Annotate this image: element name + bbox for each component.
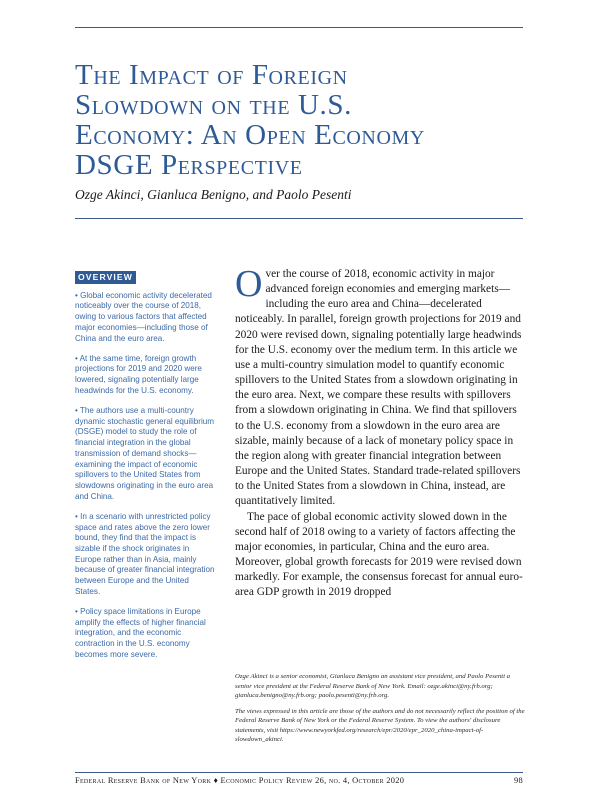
top-rule bbox=[75, 27, 523, 28]
body-paragraph-1 bbox=[235, 263, 525, 510]
footnote-disclaimer: The views expressed in this article are those of the authors and do not necessarily reflect the position of the Federal Reserve Bank of New York or the Federal Reserve System. To view the authors' disclosure statements, visit https://www.newyorkfed.org/research/epr/2020/epr_2020_china-impact-of-slowdown_akinci. bbox=[235, 707, 525, 743]
journal-citation: Federal Reserve Bank of New York ♦ Economic Policy Review 26, no. 4, October 2020 bbox=[75, 776, 405, 785]
body-paragraph-2: The pace of global economic activity slowed down in the second half of 2018 owing to a variety of factors affecting the major economies, in particular, China and the euro area. Moreover, global growth forecasts for 2019 were revised down markedly. For example, the consensus forecast for annual euro-area GDP growth in 2019 dropped bbox=[235, 510, 523, 599]
authors: Ozge Akinci, Gianluca Benigno, and Paolo Pesenti bbox=[75, 187, 352, 202]
title-line: DSGE Perspective bbox=[75, 149, 303, 181]
main-text bbox=[235, 263, 525, 600]
divider-rule bbox=[75, 218, 523, 219]
footnote-affiliation: Ozge Akinci is a senior economist, Gianluca Benigno an assistant vice president, and Paolo Pesenti a senior vice president at the Federal Reserve Bank of New York. Email: ozge.akinci@ny.frb.org; gianluca.benigno@ny.frb.org; paolo.pesenti@ny.frb.org. bbox=[235, 673, 511, 699]
overview-item: • At the same time, foreign growth projections for 2019 and 2020 were lowered, signaling potentially large headwinds for the U.S. economy. bbox=[75, 353, 202, 395]
overview-item: • Global economic activity decelerated noticeably over the course of 2018, owing to various factors that affected major economies—including those of China and the euro area. bbox=[75, 290, 212, 343]
title-line: Economy: An Open Economy bbox=[75, 119, 425, 151]
author-footnote bbox=[235, 672, 525, 751]
overview-label: OVERVIEW bbox=[75, 271, 136, 284]
overview-item: • Policy space limitations in Europe amplify the effects of higher financial integration, and the economic contraction in the U.S. economy becomes more severe. bbox=[75, 606, 206, 659]
paragraph-text: ver the course of 2018, economic activity in major advanced foreign economies and emerging markets—including the euro area and China—decelerated noticeably. In parallel, foreign growth projections for 2019 and 2020 were revised down, signaling potentially large headwinds for the U.S. economy over the medium term. In this article we use a multi-country simulation model to quantify economic spillovers to the United States from a slowdown originating in the euro area. Next, we compare these results with spillovers from a slowdown originating in China. We find that spillovers to the U.S. economy from a slowdown in the euro area are sizable, mainly because of a lack of monetary policy space in the region along with greater financial integration between Europe and the United States. Standard trade-related spillovers to the United States from a slowdown in China, instead, are quantitatively limited. bbox=[235, 268, 522, 508]
page-number: 98 bbox=[514, 776, 523, 785]
bottom-rule bbox=[75, 772, 523, 773]
overview-item: • In a scenario with unrestricted policy space and rates above the zero lower bound, they find that the impact is sizable if the shock originates in Europe rather than in Asia, mainly because of greater financial integration between Europe and the United States. bbox=[75, 511, 215, 596]
title-line: The Impact of Foreign bbox=[75, 59, 348, 91]
overview-sidebar bbox=[75, 271, 215, 670]
title-line: Slowdown on the U.S. bbox=[75, 89, 352, 121]
overview-item: • The authors use a multi-country dynamic stochastic general equilibrium (DSGE) model to study the role of financial integration in the global transmission of demand shocks—examining the impact of economic spillovers to the United States from slowdowns originating in the euro area and China. bbox=[75, 406, 215, 501]
drop-cap: O bbox=[235, 263, 263, 305]
article-title bbox=[75, 60, 535, 180]
